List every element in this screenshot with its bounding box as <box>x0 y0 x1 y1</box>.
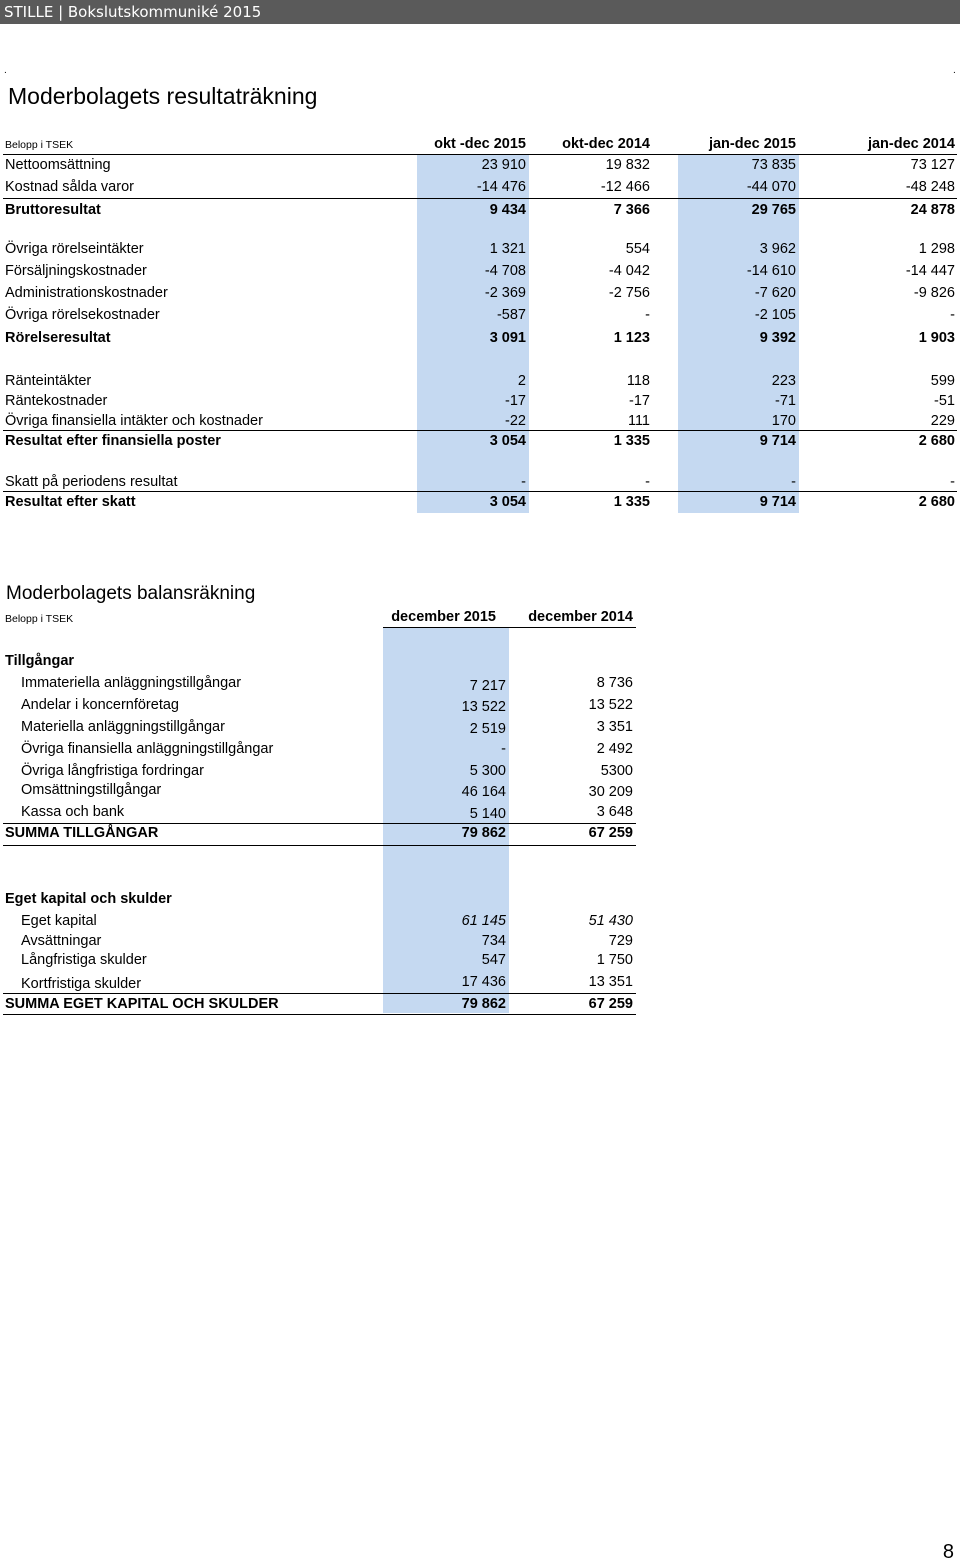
balance-row <box>0 780 640 800</box>
cell: 2 680 <box>918 494 955 510</box>
cell: 2 519 <box>469 721 506 737</box>
cell: 547 <box>481 952 506 968</box>
balance-row <box>0 673 640 693</box>
cell: 5 300 <box>469 763 506 779</box>
cell: 23 910 <box>481 157 526 173</box>
row-label: Resultat efter skatt <box>5 494 136 510</box>
cell: -71 <box>775 393 796 409</box>
page-number: 8 <box>942 1541 954 1563</box>
cell: -2 105 <box>754 307 796 323</box>
cell: -9 826 <box>913 285 955 301</box>
cell: 3 351 <box>596 719 633 735</box>
income-row <box>0 283 960 303</box>
cell: 9 714 <box>759 494 796 510</box>
balance-row <box>0 739 640 759</box>
balance-row <box>0 972 640 992</box>
income-row <box>0 261 960 281</box>
income-row-subtotal <box>0 431 960 451</box>
cell: -14 476 <box>476 179 526 195</box>
balance-header-rule <box>383 627 636 628</box>
cell: 3 648 <box>596 804 633 820</box>
income-row-subtotal <box>0 200 960 220</box>
cell: 13 522 <box>588 697 633 713</box>
row-label: Administrationskostnader <box>5 285 168 301</box>
cell: - <box>950 474 955 490</box>
cell: 5300 <box>600 763 633 779</box>
equity-heading: Eget kapital och skulder <box>5 891 172 907</box>
cell: 1 298 <box>918 241 955 257</box>
cell: -2 369 <box>484 285 526 301</box>
cell: 29 765 <box>751 202 796 218</box>
cell: 599 <box>930 373 955 389</box>
cell: -14 610 <box>746 263 796 279</box>
balance-header-row <box>0 607 640 627</box>
cell: 61 145 <box>461 913 506 929</box>
balance-row <box>0 761 640 781</box>
row-label: Avsättningar <box>21 933 102 949</box>
cell: 229 <box>930 413 955 429</box>
cell: 3 054 <box>489 433 526 449</box>
cell: 111 <box>627 413 650 429</box>
cell: 13 351 <box>588 974 633 990</box>
cell: -4 708 <box>484 263 526 279</box>
cell: 1 903 <box>918 330 955 346</box>
cell: 1 335 <box>613 494 650 510</box>
cell: -48 248 <box>905 179 955 195</box>
cell: 7 366 <box>613 202 650 218</box>
cell: 1 335 <box>613 433 650 449</box>
row-label: Övriga rörelseintäkter <box>5 241 144 257</box>
income-row <box>0 239 960 259</box>
cell: 734 <box>481 933 506 949</box>
cell: -12 466 <box>600 179 650 195</box>
cell: 9 392 <box>759 330 796 346</box>
row-label: Nettoomsättning <box>5 157 111 173</box>
cell: 1 750 <box>596 952 633 968</box>
cell: -17 <box>505 393 526 409</box>
income-row <box>0 305 960 325</box>
balance-sheet-title: Moderbolagets balansräkning <box>6 583 256 604</box>
row-label: Materiella anläggningstillgångar <box>21 719 225 735</box>
total-rule <box>3 845 636 846</box>
col-header: december 2015 <box>391 609 496 625</box>
income-row <box>0 371 960 391</box>
balance-row <box>0 695 640 715</box>
balance-row <box>0 911 640 931</box>
assets-heading: Tillgångar <box>5 653 75 669</box>
cell: 3 962 <box>759 241 796 257</box>
balance-row <box>0 931 640 951</box>
col-header: okt-dec 2014 <box>562 136 650 152</box>
cell: -17 <box>629 393 650 409</box>
row-label: Bruttoresultat <box>5 202 101 218</box>
cell: 170 <box>771 413 796 429</box>
cell: 17 436 <box>461 974 506 990</box>
row-label: Andelar i koncernföretag <box>21 697 179 713</box>
cell: 1 321 <box>489 241 526 257</box>
balance-row <box>0 717 640 737</box>
cell: 8 736 <box>596 675 633 691</box>
row-label: Kostnad sålda varor <box>5 179 134 195</box>
cell: 9 434 <box>489 202 526 218</box>
cell: 67 259 <box>588 825 633 841</box>
cell: 46 164 <box>461 784 506 800</box>
balance-row <box>0 950 640 970</box>
income-row-subtotal <box>0 328 960 348</box>
cell: 73 127 <box>910 157 955 173</box>
income-row <box>0 391 960 411</box>
balance-row <box>0 802 640 822</box>
cell: 51 430 <box>588 913 633 929</box>
col-header: december 2014 <box>528 609 633 625</box>
cell: -4 042 <box>608 263 650 279</box>
income-row <box>0 177 960 197</box>
subtotal-rule <box>3 198 957 199</box>
income-row-total <box>0 492 960 512</box>
cell: - <box>645 474 650 490</box>
balance-unit-label: Belopp i TSEK <box>5 613 74 625</box>
row-label: Rörelseresultat <box>5 330 111 346</box>
cell: 13 522 <box>461 699 506 715</box>
cell: -587 <box>496 307 526 323</box>
income-unit-label: Belopp i TSEK <box>5 139 74 151</box>
row-label: SUMMA TILLGÅNGAR <box>5 825 159 841</box>
cell: -2 756 <box>608 285 650 301</box>
document-header: STILLE | Bokslutskommuniké 2015 <box>0 0 960 24</box>
col-header: jan-dec 2015 <box>708 136 796 152</box>
income-row <box>0 411 960 431</box>
section-heading <box>0 889 640 909</box>
cell: 3 054 <box>489 494 526 510</box>
cell: 118 <box>626 373 650 389</box>
row-label: Övriga finansiella intäkter och kostnader <box>5 413 263 429</box>
row-label: Kortfristiga skulder <box>21 976 142 992</box>
balance-total-row <box>0 823 640 843</box>
cell: 67 259 <box>588 996 633 1012</box>
cell: 554 <box>625 241 650 257</box>
cell: -22 <box>505 413 526 429</box>
row-label: Eget kapital <box>21 913 97 929</box>
cell: - <box>501 741 506 757</box>
col-header: jan-dec 2014 <box>867 136 955 152</box>
cell: -7 620 <box>754 285 796 301</box>
cell: 2 <box>517 373 526 389</box>
cell: 9 714 <box>759 433 796 449</box>
cell: 223 <box>771 373 796 389</box>
row-label: Övriga rörelsekostnader <box>5 307 160 323</box>
row-label: Övriga långfristiga fordringar <box>21 763 204 779</box>
cell: - <box>521 474 526 490</box>
cell: 729 <box>608 933 633 949</box>
total-rule <box>3 1014 636 1015</box>
row-label: Försäljningskostnader <box>5 263 147 279</box>
col-header: okt -dec 2015 <box>434 136 526 152</box>
row-label: Skatt på periodens resultat <box>5 474 178 490</box>
cell: -14 447 <box>905 263 955 279</box>
row-label: Resultat efter finansiella poster <box>5 433 221 449</box>
cell: -51 <box>934 393 955 409</box>
row-label: Övriga finansiella anläggningstillgångar <box>21 741 274 757</box>
row-label: Ränteintäkter <box>5 373 92 389</box>
row-label: Räntekostnader <box>5 393 108 409</box>
cell: 3 091 <box>489 330 526 346</box>
cell: -44 070 <box>746 179 796 195</box>
income-header-row <box>0 134 960 154</box>
cell: 24 878 <box>910 202 955 218</box>
income-statement-title: Moderbolagets resultaträkning <box>8 83 318 109</box>
corner-mark: . <box>4 65 7 76</box>
cell: 1 123 <box>613 330 650 346</box>
cell: - <box>791 474 796 490</box>
cell: 19 832 <box>605 157 650 173</box>
row-label: Omsättningstillgångar <box>21 782 162 798</box>
corner-mark: . <box>953 65 956 76</box>
cell: 79 862 <box>461 996 506 1012</box>
row-label: Kassa och bank <box>21 804 125 820</box>
cell: - <box>950 307 955 323</box>
cell: - <box>645 307 650 323</box>
row-label: Långfristiga skulder <box>21 952 147 968</box>
income-row <box>0 472 960 492</box>
cell: 30 209 <box>588 784 633 800</box>
row-label: Immateriella anläggningstillgångar <box>21 675 242 691</box>
cell: 2 680 <box>918 433 955 449</box>
cell: 7 217 <box>469 678 506 694</box>
row-label: SUMMA EGET KAPITAL OCH SKULDER <box>5 996 279 1012</box>
cell: 5 140 <box>469 806 506 822</box>
cell: 2 492 <box>596 741 633 757</box>
balance-total-row <box>0 994 640 1014</box>
cell: 79 862 <box>461 825 506 841</box>
income-row <box>0 155 960 175</box>
cell: 73 835 <box>751 157 796 173</box>
section-heading <box>0 651 640 671</box>
